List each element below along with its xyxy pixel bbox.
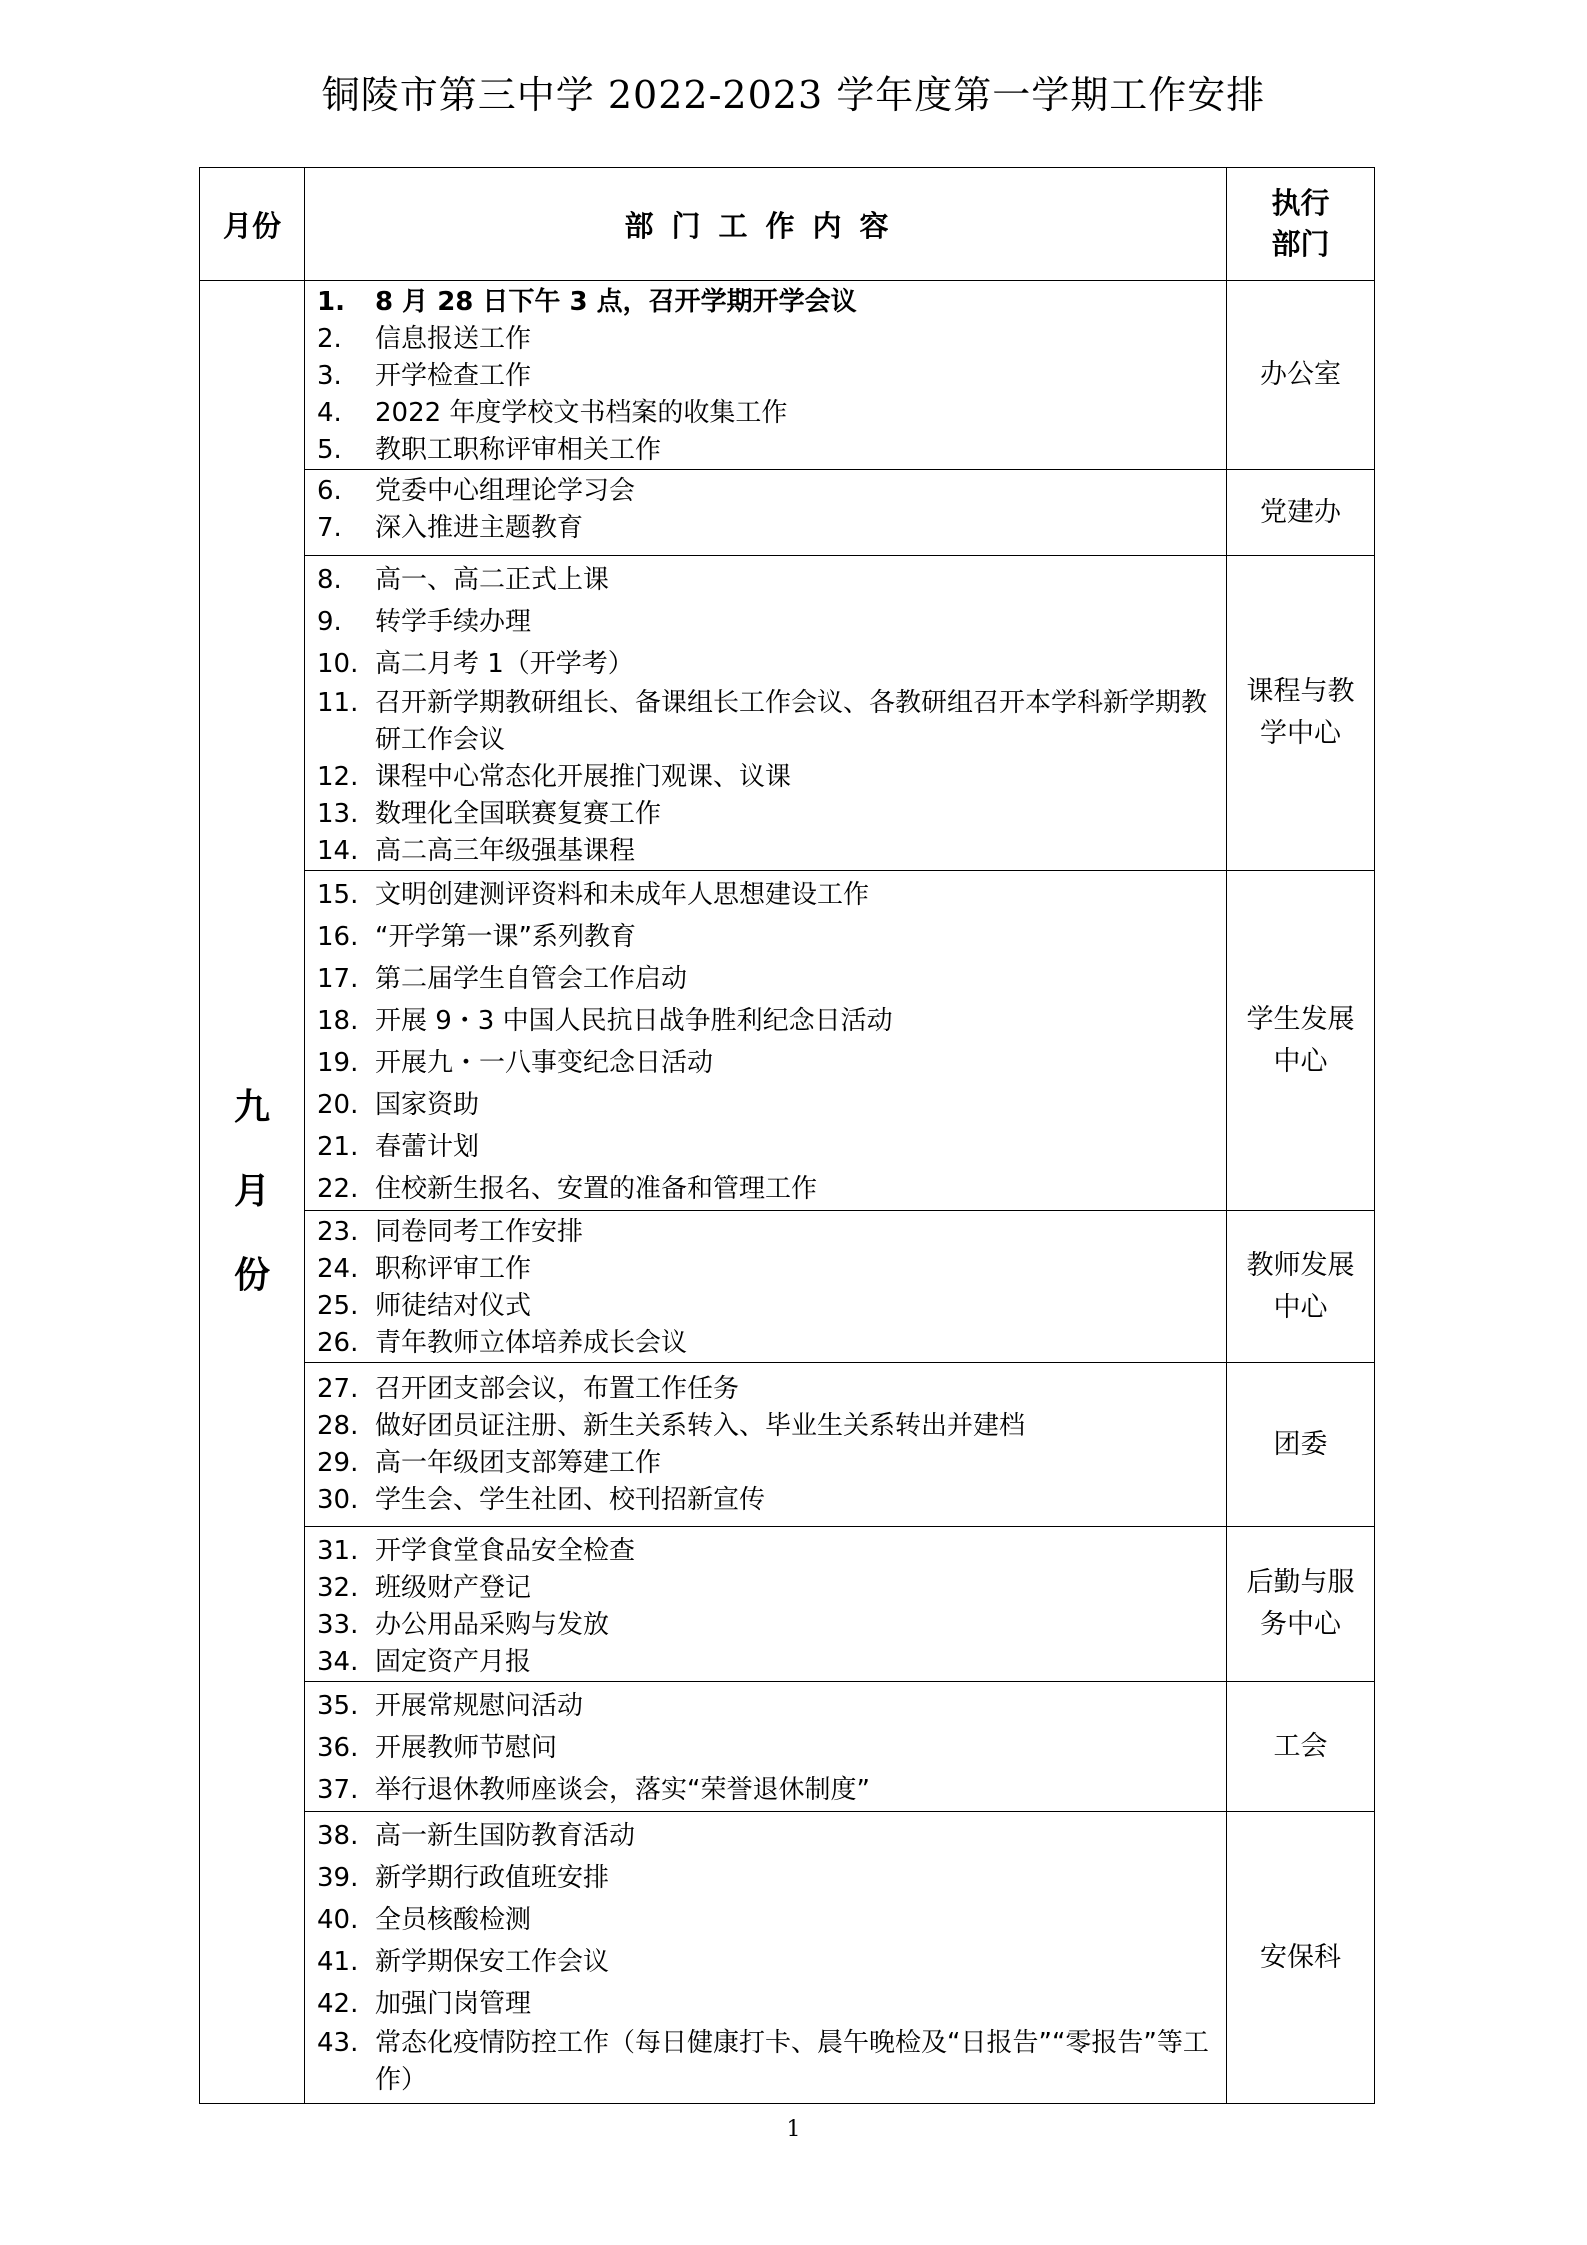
item-text: 高二高三年级强基课程	[375, 836, 636, 866]
item-text: 开展常规慰问活动	[375, 1691, 584, 1721]
department-name-line: 中心	[1273, 1045, 1328, 1077]
list-item	[317, 559, 1214, 601]
item-number: 23.	[317, 1217, 359, 1247]
item-text: 高一年级团支部筹建工作	[375, 1448, 662, 1478]
item-number: 29.	[317, 1448, 359, 1478]
list-item	[317, 1288, 1214, 1325]
item-text: 高一新生国防教育活动	[375, 1821, 636, 1851]
item-number: 35.	[317, 1691, 359, 1721]
item-number: 25.	[317, 1291, 359, 1321]
item-number: 2.	[317, 324, 342, 354]
month-char: 九	[233, 1087, 270, 1128]
list-item	[317, 473, 1214, 510]
list-item	[317, 601, 1214, 643]
item-text: 全员核酸检测	[375, 1905, 532, 1935]
item-text: 召开新学期教研组长、备课组长工作会议、各教研组召开本学科新学期教研工作会议	[375, 688, 1208, 755]
list-item	[317, 833, 1214, 870]
department-name-line: 办公室	[1260, 359, 1341, 390]
item-text: 8 月 28 日下午 3 点，召开学期开学会议	[375, 287, 857, 317]
list-item	[317, 1570, 1214, 1607]
item-number: 24.	[317, 1254, 359, 1284]
item-number: 27.	[317, 1374, 359, 1404]
department-name-line: 学生发展	[1246, 1003, 1355, 1035]
table-header-row	[200, 168, 1375, 281]
item-number: 19.	[317, 1048, 359, 1078]
list-item	[317, 1042, 1214, 1084]
department-cell	[1227, 281, 1375, 470]
item-number: 16.	[317, 922, 359, 952]
department-name-line: 教师发展	[1246, 1249, 1355, 1281]
department-cell	[1227, 470, 1375, 556]
work-schedule-table	[199, 167, 1375, 2104]
content-cell	[305, 470, 1227, 556]
content-cell	[305, 1527, 1227, 1682]
item-text: 第二届学生自管会工作启动	[375, 964, 688, 994]
item-text: 住校新生报名、安置的准备和管理工作	[375, 1174, 818, 1204]
item-number: 4.	[317, 398, 342, 428]
item-number: 9.	[317, 607, 342, 637]
content-cell	[305, 871, 1227, 1211]
item-text: 开展教师节慰问	[375, 1733, 558, 1763]
list-item	[317, 1769, 1214, 1811]
item-number: 28.	[317, 1411, 359, 1441]
item-number: 15.	[317, 880, 359, 910]
month-cell	[200, 281, 305, 2104]
item-text: 召开团支部会议，布置工作任务	[375, 1374, 740, 1404]
list-item	[317, 1325, 1214, 1362]
department-cell	[1227, 1363, 1375, 1527]
list-item	[317, 1084, 1214, 1126]
item-text: 转学手续办理	[375, 607, 532, 637]
item-text: 新学期行政值班安排	[375, 1863, 610, 1893]
content-cell	[305, 1682, 1227, 1812]
department-name-line: 工会	[1273, 1730, 1328, 1762]
item-number: 42.	[317, 1989, 359, 2019]
item-text: 办公用品采购与发放	[375, 1610, 610, 1640]
section-row-party-building	[200, 470, 1375, 556]
item-text: 课程中心常态化开展推门观课、议课	[375, 762, 792, 792]
department-cell	[1227, 1812, 1375, 2104]
department-name-line: 团委	[1273, 1428, 1328, 1460]
item-number: 34.	[317, 1647, 359, 1677]
item-number: 31.	[317, 1536, 359, 1566]
item-number: 5.	[317, 435, 342, 465]
item-number: 8.	[317, 565, 342, 595]
item-number: 26.	[317, 1328, 359, 1358]
item-text: 国家资助	[375, 1090, 480, 1120]
list-item	[317, 1445, 1214, 1482]
document-title: 铜陵市第三中学 2022-2023 学年度第一学期工作安排	[321, 73, 1266, 117]
item-text: “开学第一课”系列教育	[375, 922, 636, 952]
item-number: 32.	[317, 1573, 359, 1603]
list-item	[317, 1983, 1214, 2025]
list-item	[317, 1815, 1214, 1857]
section-row-youth-league	[200, 1363, 1375, 1527]
item-text: 数理化全国联赛复赛工作	[375, 799, 662, 829]
item-text: 举行退休教师座谈会，落实“荣誉退休制度”	[375, 1775, 870, 1805]
item-number: 21.	[317, 1132, 359, 1162]
item-text: 新学期保安工作会议	[375, 1947, 610, 1977]
department-name-line: 课程与教	[1246, 676, 1355, 707]
list-item	[317, 510, 1214, 547]
item-text: 青年教师立体培养成长会议	[375, 1328, 688, 1358]
list-item	[317, 1000, 1214, 1042]
department-name-line: 后勤与服	[1246, 1567, 1355, 1598]
item-text: 2022 年度学校文书档案的收集工作	[375, 398, 788, 428]
list-item	[317, 1371, 1214, 1408]
item-number: 7.	[317, 513, 342, 543]
item-text: 固定资产月报	[375, 1647, 532, 1677]
section-row-student-development	[200, 871, 1375, 1211]
item-text: 师徒结对仪式	[375, 1291, 532, 1321]
list-item	[317, 916, 1214, 958]
list-item	[317, 759, 1214, 796]
item-text: 职称评审工作	[375, 1254, 532, 1284]
list-item	[317, 1214, 1214, 1251]
section-row-logistics-center	[200, 1527, 1375, 1682]
content-cell	[305, 1363, 1227, 1527]
item-text: 学生会、学生社团、校刊招新宣传	[375, 1485, 766, 1515]
item-number: 17.	[317, 964, 359, 994]
item-number: 6.	[317, 476, 342, 506]
list-item	[317, 2025, 1214, 2099]
department-name-line: 安保科	[1260, 1941, 1341, 1973]
department-name-line: 学中心	[1260, 718, 1341, 749]
department-cell	[1227, 1682, 1375, 1812]
item-text: 开展九・一八事变纪念日活动	[375, 1048, 714, 1078]
department-cell	[1227, 556, 1375, 871]
list-item	[317, 1857, 1214, 1899]
content-cell	[305, 281, 1227, 470]
item-text: 开展 9・3 中国人民抗日战争胜利纪念日活动	[375, 1006, 893, 1036]
item-number: 37.	[317, 1775, 359, 1805]
item-number: 3.	[317, 361, 342, 391]
item-number: 40.	[317, 1905, 359, 1935]
department-name-line: 务中心	[1260, 1609, 1341, 1640]
item-text: 开学检查工作	[375, 361, 532, 391]
item-text: 同卷同考工作安排	[375, 1217, 584, 1247]
item-number: 14.	[317, 836, 359, 866]
item-number: 11.	[317, 688, 359, 718]
list-item	[317, 1644, 1214, 1681]
item-text: 信息报送工作	[375, 324, 532, 354]
item-number: 13.	[317, 799, 359, 829]
department-cell	[1227, 1527, 1375, 1682]
item-text: 春蕾计划	[375, 1132, 480, 1162]
department-name-line: 中心	[1273, 1291, 1328, 1323]
list-item	[317, 958, 1214, 1000]
item-text: 常态化疫情防控工作（每日健康打卡、晨午晚检及“日报告”“零报告”等工作）	[375, 2028, 1209, 2095]
item-text: 党委中心组理论学习会	[375, 476, 636, 506]
section-row-labor-union	[200, 1682, 1375, 1812]
item-number: 43.	[317, 2028, 359, 2058]
list-item	[317, 796, 1214, 833]
list-item	[317, 685, 1214, 759]
item-text: 班级财产登记	[375, 1573, 532, 1603]
list-item	[317, 1482, 1214, 1519]
page-number: 1	[786, 2117, 801, 2142]
section-row-teacher-development	[200, 1211, 1375, 1363]
item-number: 30.	[317, 1485, 359, 1515]
item-text: 高一、高二正式上课	[375, 565, 610, 595]
list-item	[317, 1533, 1214, 1570]
month-char: 月	[233, 1171, 270, 1212]
content-cell	[305, 1812, 1227, 2104]
list-item	[317, 395, 1214, 432]
item-number: 22.	[317, 1174, 359, 1204]
item-text: 教职工职称评审相关工作	[375, 435, 662, 465]
month-column-header: 月份	[200, 168, 305, 281]
item-number: 18.	[317, 1006, 359, 1036]
item-number: 41.	[317, 1947, 359, 1977]
content-column-header: 部门工作内容	[305, 168, 1227, 281]
department-cell	[1227, 1211, 1375, 1363]
item-text: 文明创建测评资料和未成年人思想建设工作	[375, 880, 870, 910]
list-item	[317, 1408, 1214, 1445]
list-item	[317, 643, 1214, 685]
item-text: 高二月考 1（开学考）	[375, 649, 634, 679]
item-text: 深入推进主题教育	[375, 513, 584, 543]
list-item	[317, 1251, 1214, 1288]
list-item	[317, 1607, 1214, 1644]
list-item	[317, 1941, 1214, 1983]
content-cell	[305, 1211, 1227, 1363]
item-number: 39.	[317, 1863, 359, 1893]
item-text: 开学食堂食品安全检查	[375, 1536, 636, 1566]
item-text: 加强门岗管理	[375, 1989, 532, 2019]
item-number: 33.	[317, 1610, 359, 1640]
list-item	[317, 284, 1214, 321]
list-item	[317, 1727, 1214, 1769]
list-item	[317, 432, 1214, 469]
content-cell	[305, 556, 1227, 871]
item-number: 1.	[317, 287, 345, 317]
item-number: 12.	[317, 762, 359, 792]
department-cell	[1227, 871, 1375, 1211]
item-number: 20.	[317, 1090, 359, 1120]
list-item	[317, 1168, 1214, 1210]
section-row-curriculum-center	[200, 556, 1375, 871]
list-item	[317, 874, 1214, 916]
department-header-line: 部门	[1271, 227, 1330, 261]
list-item	[317, 1126, 1214, 1168]
department-column-header	[1227, 168, 1375, 281]
item-number: 36.	[317, 1733, 359, 1763]
list-item	[317, 1685, 1214, 1727]
list-item	[317, 321, 1214, 358]
item-text: 做好团员证注册、新生关系转入、毕业生关系转出并建档	[375, 1411, 1026, 1441]
section-row-security-office	[200, 1812, 1375, 2104]
list-item	[317, 358, 1214, 395]
item-number: 38.	[317, 1821, 359, 1851]
section-row-office	[200, 281, 1375, 470]
list-item	[317, 1899, 1214, 1941]
item-number: 10.	[317, 649, 359, 679]
department-name-line: 党建办	[1260, 496, 1341, 528]
department-header-line: 执行	[1271, 186, 1330, 220]
month-char: 份	[233, 1255, 270, 1296]
